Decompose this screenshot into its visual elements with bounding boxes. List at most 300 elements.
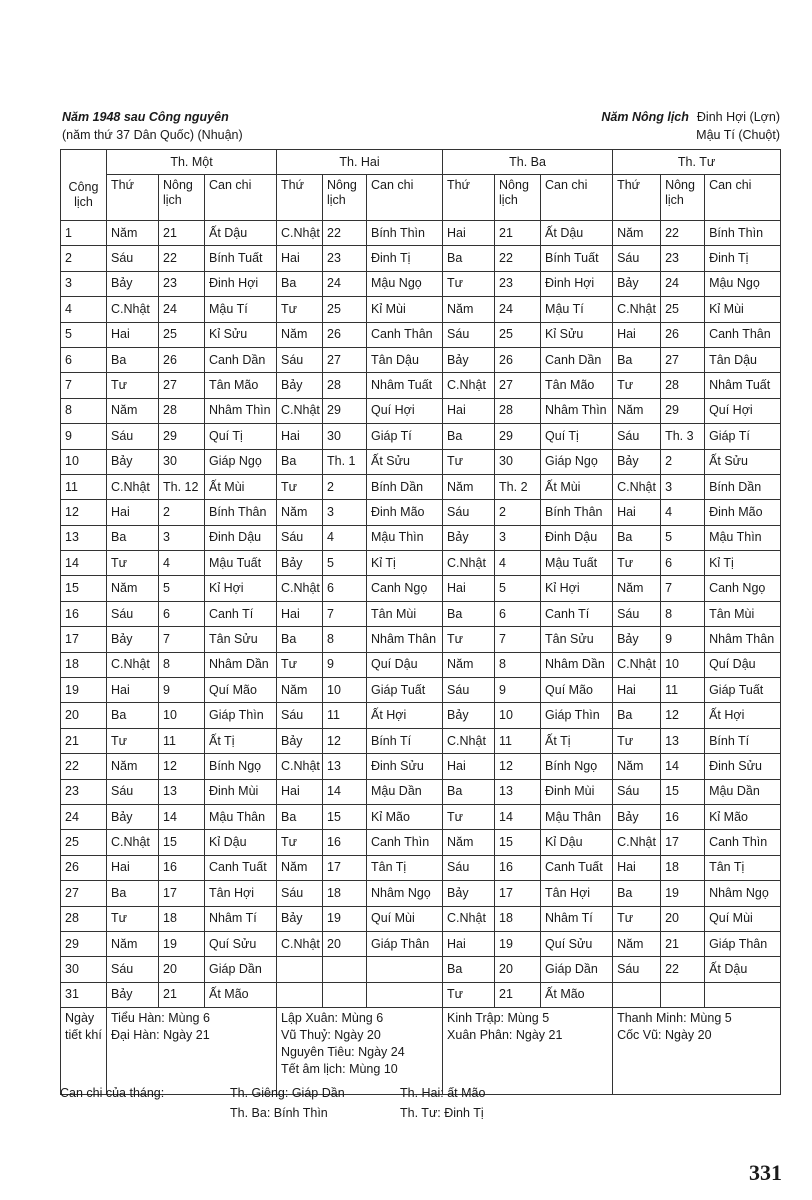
gregorian-day-cell: 12 [61,500,107,525]
lunar-day-cell: 10 [159,703,205,728]
canchi-cell: Tân Tị [705,855,781,880]
lunar-day-cell: 26 [495,347,541,372]
lunar-day-cell: 27 [159,373,205,398]
weekday-cell: Năm [277,322,323,347]
lunar-day-cell: 11 [661,678,705,703]
gregorian-day-header: Công lịch [61,150,107,221]
lunar-day-cell: 22 [159,246,205,271]
weekday-cell: C.Nhật [443,728,495,753]
lunar-day-cell: 20 [159,957,205,982]
canchi-cell: Ất Tị [205,728,277,753]
weekday-header: Thứ [613,175,661,221]
canchi-cell: Quí Tị [541,424,613,449]
weekday-cell: Hai [277,601,323,626]
day-row [61,398,781,423]
day-row [61,627,781,652]
gregorian-day-cell: 10 [61,449,107,474]
canchi-cell: Canh Tuất [205,855,277,880]
canchi-cell: Ất Mão [205,982,277,1007]
weekday-cell: Hai [443,221,495,246]
canchi-cell: Mậu Dần [705,779,781,804]
canchi-cell: Quí Dậu [367,652,443,677]
lunar-day-cell: 12 [159,754,205,779]
canchi-cell: Ất Hợi [705,703,781,728]
weekday-cell: Tư [277,297,323,322]
lunar-day-cell: 2 [495,500,541,525]
canchi-cell [367,982,443,1007]
canchi-cell: Quí Sửu [205,931,277,956]
canchi-cell: Tân Dậu [367,347,443,372]
canchi-cell: Giáp Dần [541,957,613,982]
weekday-cell: C.Nhật [613,297,661,322]
canchi-cell: Canh Dần [205,347,277,372]
canchi-cell: Tân Mùi [705,601,781,626]
weekday-cell: Sáu [443,322,495,347]
canchi-cell: Bính Thìn [367,221,443,246]
weekday-cell: Sáu [277,881,323,906]
month-header: Th. Tư [613,150,781,175]
canchi-cell: Quí Hợi [367,398,443,423]
lunar-day-cell: 2 [159,500,205,525]
month-header-row [61,150,781,175]
lunar-day-cell: 4 [159,551,205,576]
canchi-cell: Bính Thân [205,500,277,525]
gregorian-day-cell: 17 [61,627,107,652]
weekday-cell: Bảy [107,449,159,474]
weekday-cell: C.Nhật [277,576,323,601]
canchi-cell: Mậu Thân [541,804,613,829]
lunar-day-cell: 9 [323,652,367,677]
calendar-body [61,221,781,1095]
lunar-day-cell: 30 [159,449,205,474]
weekday-cell: C.Nhật [443,373,495,398]
tiet-khi-cell [443,1008,613,1095]
weekday-cell: Ba [107,881,159,906]
canchi-cell: Quí Mão [205,678,277,703]
lunar-day-cell: 16 [323,830,367,855]
canchi-cell: Nhâm Thìn [205,398,277,423]
lunar-day-cell: 13 [495,779,541,804]
canchi-cell: Bính Ngọ [205,754,277,779]
tiet-khi-entry: Nguyên Tiêu: Ngày 24 [281,1045,405,1060]
lunar-day-cell: 7 [495,627,541,652]
weekday-cell: Sáu [443,855,495,880]
month-canchi-item: Th. Hai: ất Mão [400,1086,486,1100]
day-row [61,957,781,982]
canchi-cell: Đinh Hợi [541,271,613,296]
canchi-cell: Đinh Hợi [205,271,277,296]
lunar-day-cell: 5 [159,576,205,601]
lunar-day-cell: 9 [661,627,705,652]
canchi-cell: Quí Sửu [541,931,613,956]
canchi-cell: Bính Dần [705,474,781,499]
canchi-cell: Giáp Dần [205,957,277,982]
day-row [61,754,781,779]
weekday-cell: Tư [613,551,661,576]
gregorian-day-cell: 3 [61,271,107,296]
weekday-cell: Ba [107,347,159,372]
weekday-cell: Ba [443,779,495,804]
day-row [61,297,781,322]
lunar-day-cell: 28 [159,398,205,423]
weekday-cell: Ba [107,525,159,550]
month-canchi-item: Th. Tư: Đinh Tị [400,1106,484,1120]
lunar-day-cell: 22 [661,221,705,246]
weekday-cell: Sáu [613,246,661,271]
canchi-cell: Quí Mùi [705,906,781,931]
lunar-day-cell: 21 [661,931,705,956]
lunar-day-cell [323,982,367,1007]
canchi-cell: Mậu Tuất [541,551,613,576]
lunar-day-cell: 12 [495,754,541,779]
lunar-day-cell: 14 [495,804,541,829]
canchi-cell: Giáp Tí [367,424,443,449]
lunar-day-cell: 23 [495,271,541,296]
tiet-khi-entry: Tết âm lịch: Mùng 10 [281,1062,398,1077]
lunar-day-cell: 26 [323,322,367,347]
canchi-cell: Bính Tí [705,728,781,753]
canchi-cell: Mậu Thân [205,804,277,829]
weekday-cell: Sáu [613,957,661,982]
lunar-day-cell: 29 [495,424,541,449]
weekday-cell: Hai [277,246,323,271]
lunar-day-cell: 3 [159,525,205,550]
canchi-cell: Kỉ Sửu [541,322,613,347]
canchi-cell: Bính Thân [541,500,613,525]
sub-header-row [61,175,781,221]
lunar-day-cell: 12 [323,728,367,753]
day-row [61,804,781,829]
lunar-day-cell: 11 [323,703,367,728]
canchi-cell: Nhâm Tuất [367,373,443,398]
weekday-cell: Tư [443,627,495,652]
day-row [61,373,781,398]
weekday-cell: Năm [107,576,159,601]
day-row [61,855,781,880]
lunar-day-cell: 9 [159,678,205,703]
canchi-cell: Kỉ Mão [705,804,781,829]
canchi-cell: Bính Dần [367,474,443,499]
canchi-header: Can chi [205,175,277,221]
gregorian-day-cell: 13 [61,525,107,550]
lunar-day-cell: 8 [495,652,541,677]
weekday-cell: Tư [443,982,495,1007]
canchi-cell: Tân Sửu [541,627,613,652]
canchi-cell: Nhâm Ngọ [367,881,443,906]
lunar-day-cell: 15 [323,804,367,829]
canchi-cell: Tân Dậu [705,347,781,372]
lunar-day-cell: 3 [495,525,541,550]
weekday-cell: Ba [443,424,495,449]
weekday-cell: C.Nhật [613,474,661,499]
lunar-day-header: Nông lịch [661,175,705,221]
lunar-day-cell: 28 [495,398,541,423]
lunar-day-cell: 21 [495,982,541,1007]
weekday-cell: Tư [443,804,495,829]
weekday-cell: C.Nhật [107,652,159,677]
weekday-cell: Sáu [107,957,159,982]
weekday-cell: Hai [107,322,159,347]
canchi-cell: Bính Tuất [541,246,613,271]
lunar-day-cell: 29 [661,398,705,423]
canchi-cell: Canh Thân [367,322,443,347]
weekday-cell: Năm [107,221,159,246]
lunar-day-cell: 17 [661,830,705,855]
tiet-khi-entry: Cốc Vũ: Ngày 20 [617,1028,712,1043]
lunar-day-cell: 21 [159,221,205,246]
weekday-cell: Hai [613,322,661,347]
day-row [61,525,781,550]
day-row [61,271,781,296]
lunar-day-cell: 28 [661,373,705,398]
gregorian-day-cell: 5 [61,322,107,347]
weekday-cell: Sáu [443,678,495,703]
canchi-cell: Đinh Sửu [367,754,443,779]
canchi-cell: Kỉ Mùi [705,297,781,322]
lunar-day-cell: 7 [159,627,205,652]
lunar-day-cell: 15 [495,830,541,855]
lunar-day-cell: 11 [495,728,541,753]
canchi-cell: Đinh Mão [705,500,781,525]
weekday-cell: C.Nhật [277,931,323,956]
weekday-cell: Bảy [443,703,495,728]
lunar-day-cell: 19 [661,881,705,906]
gregorian-day-cell: 15 [61,576,107,601]
canchi-cell: Bính Tuất [205,246,277,271]
canchi-cell: Nhâm Ngọ [705,881,781,906]
lunar-day-cell: 14 [323,779,367,804]
gregorian-day-cell: 29 [61,931,107,956]
canchi-cell: Giáp Tuất [367,678,443,703]
weekday-cell: Năm [107,398,159,423]
canchi-cell: Canh Tí [205,601,277,626]
canchi-cell: Mậu Tí [541,297,613,322]
weekday-cell: Sáu [277,703,323,728]
weekday-cell: Bảy [107,271,159,296]
weekday-cell: Tư [443,449,495,474]
lunar-day-cell: 17 [495,881,541,906]
canchi-cell: Canh Tuất [541,855,613,880]
gregorian-day-cell: 26 [61,855,107,880]
month-canchi-label: Can chi của tháng: [60,1086,165,1100]
canchi-header: Can chi [705,175,781,221]
weekday-cell: Bảy [443,347,495,372]
weekday-cell: Bảy [613,627,661,652]
gregorian-day-cell: 25 [61,830,107,855]
weekday-cell: Ba [443,601,495,626]
canchi-cell: Tân Hợi [541,881,613,906]
lunar-day-cell: 26 [159,347,205,372]
canchi-cell: Giáp Ngọ [541,449,613,474]
lunar-day-cell: 23 [159,271,205,296]
lunar-day-cell: 18 [159,906,205,931]
lunar-day-cell: 5 [323,551,367,576]
canchi-cell: Nhâm Thân [705,627,781,652]
weekday-cell: Hai [443,576,495,601]
canchi-cell: Kỉ Dậu [205,830,277,855]
lunar-day-cell: Th. 3 [661,424,705,449]
lunar-day-cell: 26 [661,322,705,347]
lunar-day-cell: 25 [661,297,705,322]
canchi-cell: Đinh Tị [705,246,781,271]
weekday-cell: Tư [107,551,159,576]
canchi-cell: Kỉ Dậu [541,830,613,855]
lunar-day-cell: 4 [323,525,367,550]
tiet-khi-cell [277,1008,443,1095]
calendar-table [60,149,781,1095]
weekday-cell: Hai [277,779,323,804]
lunar-day-cell: 8 [159,652,205,677]
canchi-cell: Đinh Sửu [705,754,781,779]
lunar-year-value-2: Mậu Tí (Chuột) [696,128,780,142]
weekday-cell [613,982,661,1007]
weekday-cell: Tư [107,373,159,398]
canchi-cell: Quí Mão [541,678,613,703]
canchi-cell: Kỉ Sửu [205,322,277,347]
canchi-cell: Mậu Ngọ [705,271,781,296]
canchi-cell: Đinh Mùi [541,779,613,804]
weekday-cell [277,957,323,982]
lunar-day-cell: 13 [323,754,367,779]
canchi-cell: Canh Thìn [705,830,781,855]
lunar-day-cell: 29 [159,424,205,449]
weekday-cell: C.Nhật [443,906,495,931]
day-row [61,500,781,525]
gregorian-day-cell: 18 [61,652,107,677]
canchi-cell: Nhâm Tí [205,906,277,931]
canchi-cell: Mậu Tuất [205,551,277,576]
lunar-day-cell: 5 [661,525,705,550]
weekday-header: Thứ [277,175,323,221]
tiet-khi-entry: Xuân Phân: Ngày 21 [447,1028,563,1043]
lunar-day-cell: 18 [495,906,541,931]
lunar-day-cell: 16 [661,804,705,829]
canchi-cell: Kỉ Tị [367,551,443,576]
canchi-cell: Đinh Dậu [205,525,277,550]
weekday-cell: C.Nhật [107,830,159,855]
day-row [61,982,781,1007]
lunar-day-cell: 30 [495,449,541,474]
canchi-cell: Mậu Thìn [367,525,443,550]
gregorian-day-cell: 19 [61,678,107,703]
weekday-cell: Bảy [277,906,323,931]
tiet-khi-cell [107,1008,277,1095]
gregorian-day-cell: 23 [61,779,107,804]
day-row [61,474,781,499]
lunar-day-cell: 23 [661,246,705,271]
weekday-cell: Hai [443,931,495,956]
gregorian-day-cell: 27 [61,881,107,906]
weekday-cell: Tư [613,373,661,398]
republic-year-note: (năm thứ 37 Dân Quốc) (Nhuận) [62,128,243,142]
lunar-day-cell: 20 [495,957,541,982]
day-row [61,347,781,372]
weekday-cell: C.Nhật [613,652,661,677]
weekday-cell: Bảy [107,982,159,1007]
canchi-cell: Quí Hợi [705,398,781,423]
lunar-day-cell: 22 [661,957,705,982]
weekday-cell: Ba [107,703,159,728]
canchi-cell: Nhâm Tí [541,906,613,931]
lunar-day-cell: 4 [495,551,541,576]
lunar-day-cell: 12 [661,703,705,728]
canchi-cell: Canh Ngọ [367,576,443,601]
gregorian-day-cell: 9 [61,424,107,449]
weekday-cell: Bảy [443,881,495,906]
canchi-cell: Giáp Thân [705,931,781,956]
weekday-cell: Tư [613,906,661,931]
weekday-cell: C.Nhật [277,221,323,246]
weekday-cell: Sáu [613,779,661,804]
lunar-day-cell: 25 [495,322,541,347]
lunar-day-cell: 18 [661,855,705,880]
day-row [61,221,781,246]
canchi-cell: Kỉ Tị [705,551,781,576]
canchi-cell: Giáp Ngọ [205,449,277,474]
lunar-day-cell: 22 [495,246,541,271]
lunar-day-cell: 6 [159,601,205,626]
day-row [61,551,781,576]
canchi-cell: Mậu Ngọ [367,271,443,296]
canchi-cell: Mậu Thìn [705,525,781,550]
gregorian-day-cell: 24 [61,804,107,829]
lunar-year-label: Năm Nông lịch [601,110,689,124]
day-row [61,703,781,728]
weekday-cell: Ba [277,271,323,296]
day-row [61,779,781,804]
lunar-day-cell: 16 [159,855,205,880]
weekday-cell: Tư [107,728,159,753]
tiet-khi-entry: Kinh Trập: Mùng 5 [447,1011,550,1026]
canchi-cell: Tân Mão [205,373,277,398]
lunar-day-cell: 6 [495,601,541,626]
lunar-day-cell: 8 [323,627,367,652]
weekday-cell: Hai [107,855,159,880]
tiet-khi-entry: Thanh Minh: Mùng 5 [617,1011,732,1026]
tiet-khi-cell [613,1008,781,1095]
canchi-cell: Canh Tí [541,601,613,626]
lunar-day-cell: 13 [159,779,205,804]
lunar-day-cell: 24 [159,297,205,322]
weekday-cell: C.Nhật [277,754,323,779]
weekday-cell: Năm [443,652,495,677]
lunar-day-cell: 20 [323,931,367,956]
canchi-cell: Ất Dậu [705,957,781,982]
day-row [61,322,781,347]
lunar-day-cell: 19 [323,906,367,931]
weekday-cell: Sáu [443,500,495,525]
canchi-cell: Quí Mùi [367,906,443,931]
weekday-cell: Sáu [107,246,159,271]
canchi-cell: Nhâm Tuất [705,373,781,398]
tiet-khi-label: Ngày tiết khí [61,1008,107,1095]
canchi-cell: Tân Sửu [205,627,277,652]
canchi-cell: Tân Mùi [367,601,443,626]
canchi-cell: Giáp Thân [367,931,443,956]
lunar-day-header: Nông lịch [495,175,541,221]
canchi-cell: Tân Hợi [205,881,277,906]
lunar-day-cell: Th. 2 [495,474,541,499]
lunar-day-cell: 25 [323,297,367,322]
month-canchi-item: Th. Ba: Bính Thìn [230,1106,328,1120]
tiet-khi-entry: Tiểu Hàn: Mùng 6 [111,1011,210,1026]
canchi-cell: Nhâm Thân [367,627,443,652]
weekday-cell: Ba [613,525,661,550]
gregorian-day-cell: 14 [61,551,107,576]
weekday-cell: Sáu [107,779,159,804]
weekday-cell: Năm [443,474,495,499]
tiet-khi-entry: Lập Xuân: Mùng 6 [281,1011,384,1026]
